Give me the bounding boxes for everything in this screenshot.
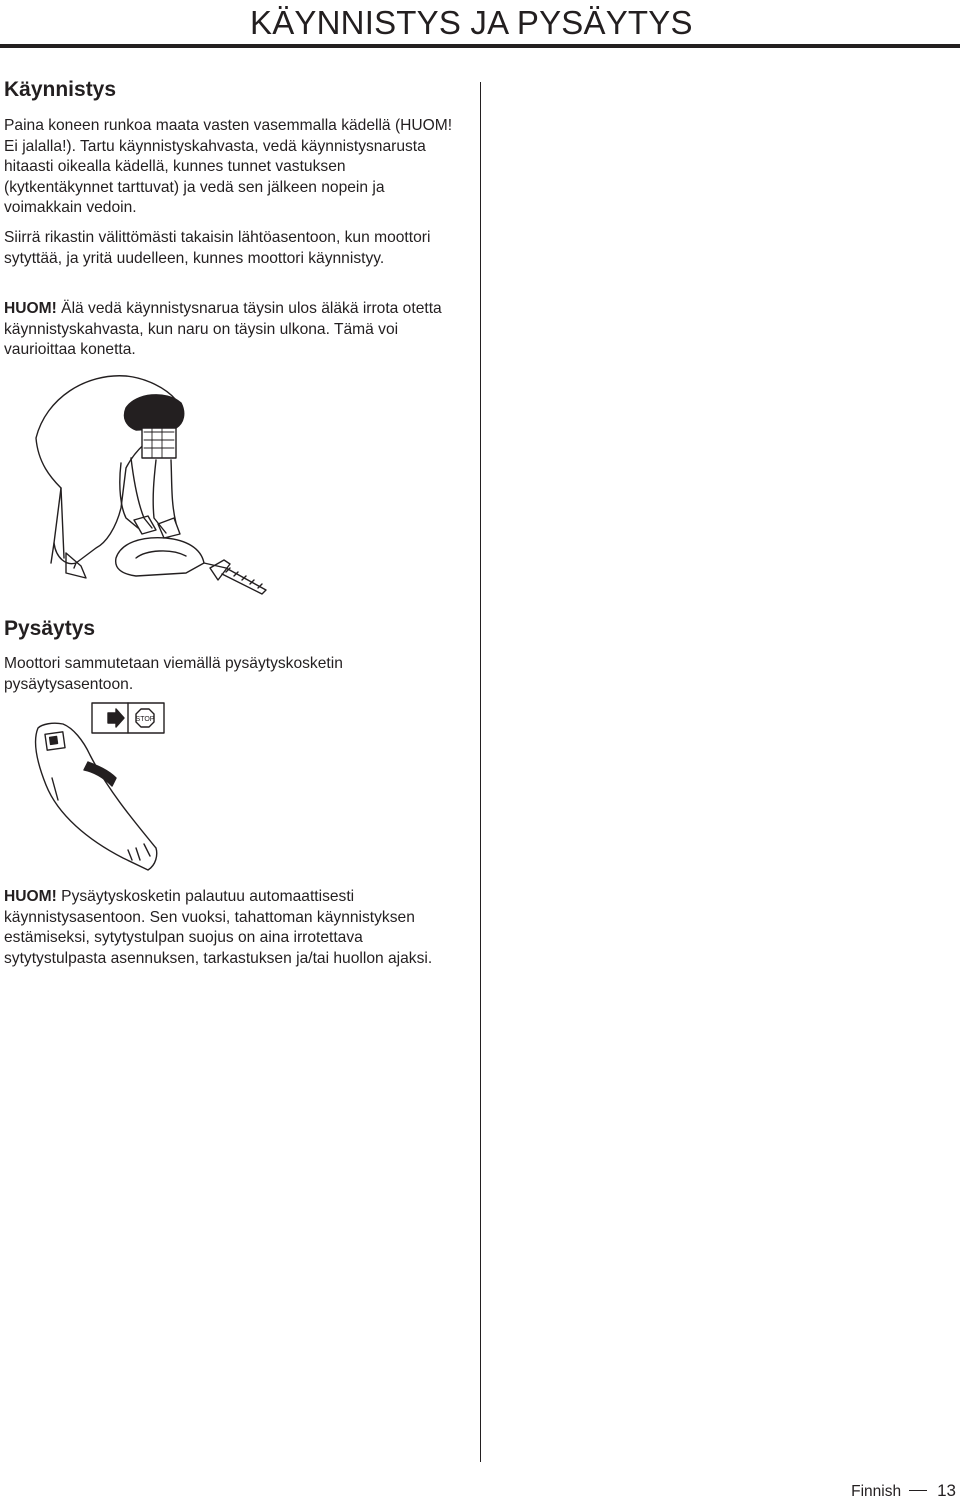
visor (142, 428, 176, 458)
left-arm (120, 458, 152, 528)
handle-outline (36, 723, 157, 870)
switch-knob (50, 736, 58, 744)
column-divider (480, 82, 481, 1462)
page-title: KÄYNNISTYS JA PYSÄYTYS (250, 4, 693, 41)
start-paragraph-2: Siirrä rikastin välittömästi takaisin lähtöasentoon, kun moottori sytyttää, ja yritä uudelleen, kunnes moottori käynnistyy. (4, 229, 431, 267)
boot (66, 553, 86, 578)
title-rule (0, 44, 960, 48)
start-note (4, 299, 454, 361)
throttle-trigger (84, 762, 116, 786)
stop-note (4, 887, 454, 969)
stop-heading: Pysäytys (4, 617, 96, 640)
grip-ribs (52, 778, 150, 860)
start-note-text: Älä vedä käynnistysnarua täysin ulos äläkä irrota otetta käynnistyskahvasta, kun naru on täysin ulkona. Tämä voi vaurioittaa konetta. (4, 300, 442, 359)
start-paragraph-1: Paina koneen runkoa maata vasten vasemmalla kädellä (HUOM! Ei jalalla!). Tartu käynnistyskahvasta, vedä käynnistysnarusta hitaasti oikealla kädellä, kunnes tunnet vastuksen (kytkentäkynnet tarttuvat) ja vedä sen jälkeen nopein ja voimakkain vedoin. (4, 117, 453, 217)
stop-paragraph-1: Moottori sammutetaan viemällä pysäytyskosketin pysäytysasentoon. (4, 655, 343, 693)
stop-note-label: HUOM! (4, 888, 57, 905)
start-note-label: HUOM! (4, 300, 57, 317)
stop-switch-illustration (28, 700, 178, 876)
starting-illustration (26, 368, 276, 600)
start-heading: Käynnistys (4, 78, 117, 101)
stop-note-text: Pysäytyskosketin palautuu automaattisesti käynnistysasentoon. Sen vuoksi, tahattoman käynnistyksen estämiseksi, sytytystulpan suojus on aina irrotettava sytytystulpasta asennuksen, tarkastuksen ja/tai huollon ajaksi. (4, 888, 433, 967)
page-number: 13 (937, 1481, 956, 1500)
page-footer (851, 1480, 956, 1503)
leg-lines (51, 488, 76, 568)
helmet (124, 395, 183, 430)
footer-separator (909, 1490, 927, 1492)
trimmer-detail (136, 551, 186, 558)
gloves (134, 516, 180, 538)
footer-language: Finnish (851, 1483, 902, 1500)
stop-symbol-label: STOP (135, 716, 155, 723)
trimmer-blade (204, 563, 266, 594)
trimmer-body (116, 538, 204, 576)
